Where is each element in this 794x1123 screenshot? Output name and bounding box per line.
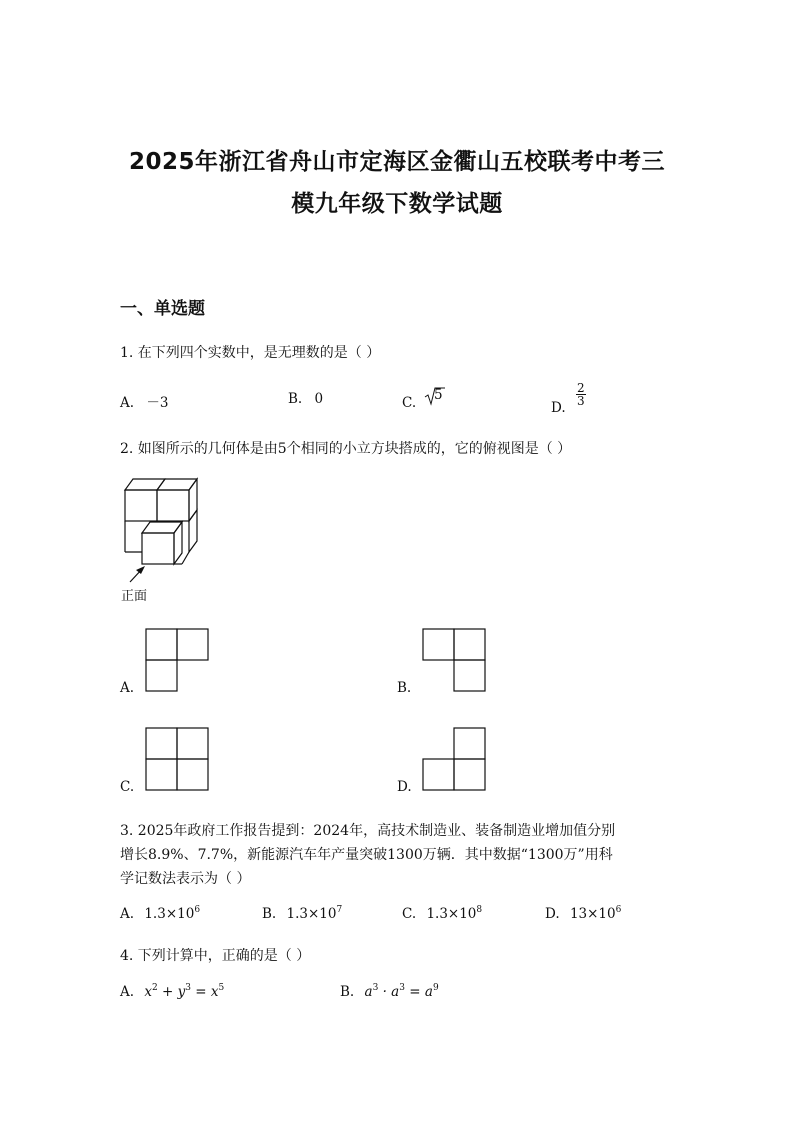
section-heading: 一、单选题 — [120, 299, 205, 319]
option-exponent: 8 — [476, 905, 483, 915]
q2-option-b-view — [422, 628, 488, 694]
q1-option-c — [402, 395, 416, 411]
q3-option-d — [545, 906, 621, 922]
option-label: A. — [120, 906, 135, 922]
q4-option-a — [120, 984, 224, 1000]
q1-option-c-radicand: 5 — [434, 387, 443, 403]
option-label: B. — [262, 906, 277, 922]
q2-option-a-view — [145, 628, 211, 694]
option-value: 0 — [314, 391, 324, 407]
q4-option-a-expression: $x^2 + y^3 = x^5$ — [144, 983, 225, 1000]
option-label: B. — [288, 391, 303, 407]
q3-stem-line1: 3. 2025年政府工作报告提到：2024年，高技术制造业、装备制造业增加值分别 — [120, 823, 616, 839]
fraction-numerator: 2 — [576, 381, 585, 395]
option-base: 1.3×10 — [144, 906, 195, 922]
option-exponent: 7 — [336, 905, 343, 915]
q1-option-b — [288, 391, 323, 407]
option-exponent: 6 — [615, 905, 622, 915]
fraction-two-thirds — [576, 382, 586, 407]
option-base: 1.3×10 — [426, 906, 477, 922]
option-label: C. — [402, 395, 417, 411]
document-title-line2: 模九年级下数学试题 — [291, 191, 503, 217]
q3-option-a — [120, 906, 200, 922]
q2-stem: 2. 如图所示的几何体是由5个相同的小立方块搭成的，它的俯视图是（ ） — [120, 441, 572, 457]
option-value: －3 — [146, 395, 169, 411]
q1-stem: 1. 在下列四个实数中，是无理数的是（ ） — [120, 345, 381, 361]
option-exponent: 6 — [194, 905, 201, 915]
q2-option-b-label: B. — [397, 680, 412, 696]
option-label: D. — [551, 400, 566, 416]
option-label: C. — [402, 906, 417, 922]
option-label: A. — [120, 984, 135, 1000]
option-label: B. — [340, 984, 355, 1000]
q3-option-c — [402, 906, 482, 922]
q3-stem-line3: 学记数法表示为（ ） — [120, 871, 251, 887]
q1-option-d — [551, 382, 586, 416]
q2-option-d-label: D. — [397, 779, 412, 795]
q3-stem-line2: 增长8.9%、7.7%，新能源汽车年产量突破1300万辆．其中数据“1300万”用科 — [120, 847, 613, 863]
q3-option-b — [262, 906, 342, 922]
q1-option-a — [120, 391, 168, 411]
fraction-denominator: 3 — [576, 394, 585, 408]
q4-stem: 4. 下列计算中，正确的是（ ） — [120, 948, 311, 964]
option-base: 1.3×10 — [286, 906, 337, 922]
q2-option-a-label: A. — [120, 680, 135, 696]
option-label: D. — [545, 906, 560, 922]
q2-option-d-view — [422, 727, 488, 793]
q4-option-b-expression: $a^3 \cdot a^3 = a^9$ — [364, 983, 439, 1000]
cube-solid-figure — [120, 476, 210, 576]
option-base: 13×10 — [569, 906, 616, 922]
q2-option-c-view — [145, 727, 211, 793]
q4-option-b — [340, 984, 439, 1000]
document-title-line1: 2025年浙江省舟山市定海区金衢山五校联考中考三 — [128, 149, 665, 175]
q2-option-c-label: C. — [120, 779, 135, 795]
option-label: A. — [120, 395, 135, 411]
front-label: 正面 — [121, 589, 148, 604]
